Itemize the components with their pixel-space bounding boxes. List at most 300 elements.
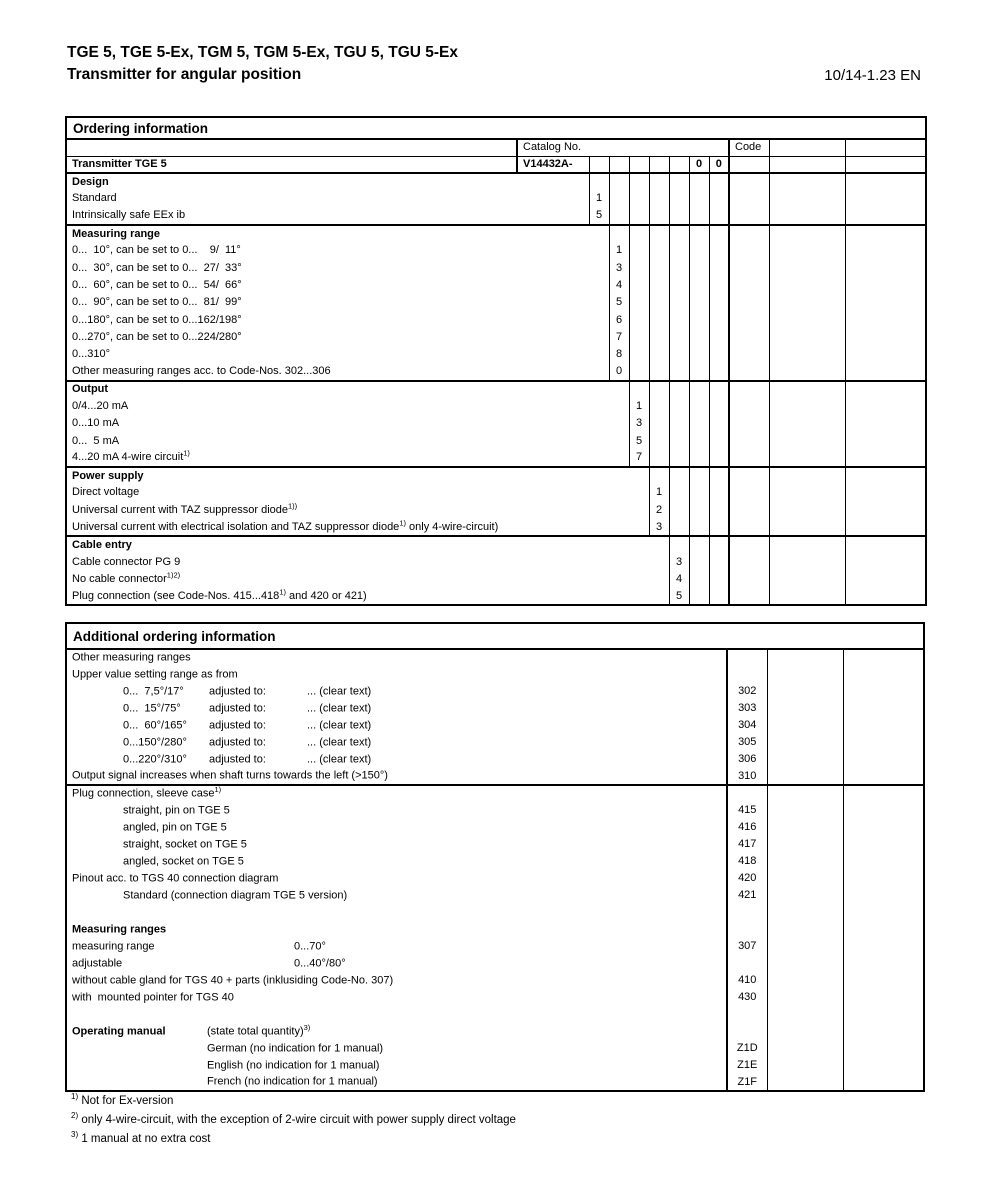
- digit-cell: [589, 156, 609, 173]
- digit-cell: 7: [629, 450, 649, 467]
- empty-cell: [769, 139, 845, 156]
- empty-cell: [767, 717, 843, 734]
- option-text: adjusted to:: [209, 753, 266, 765]
- code-cell: 421: [727, 887, 767, 904]
- option-text: 0... 15°/75°: [123, 702, 181, 714]
- digit-cell: [709, 502, 729, 519]
- table-row: [66, 1057, 924, 1074]
- empty-cell: [767, 1023, 843, 1040]
- empty-cell: [843, 989, 924, 1006]
- ordering-information-table: [65, 116, 927, 606]
- digit-cell: [649, 467, 669, 484]
- digit-cell: [689, 536, 709, 553]
- empty-cell: [769, 363, 845, 380]
- table-row: [66, 208, 926, 225]
- digit-cell: [669, 242, 689, 259]
- footnote-marker: 2): [71, 1110, 79, 1120]
- digit-cell: [629, 173, 649, 190]
- digit-cell: 8: [609, 346, 629, 363]
- empty-cell: [843, 734, 924, 751]
- option-label: [66, 717, 727, 734]
- option-text: 0... 7,5°/17°: [123, 685, 184, 697]
- digit-cell: 3: [629, 415, 649, 432]
- empty-cell: [843, 819, 924, 836]
- empty-cell: [845, 225, 926, 242]
- digit-cell: [709, 311, 729, 328]
- digit-cell: [669, 208, 689, 225]
- option-label: [66, 683, 727, 700]
- empty-cell: [843, 1074, 924, 1091]
- empty-cell: [769, 415, 845, 432]
- digit-cell: [709, 225, 729, 242]
- table-row: [66, 311, 926, 328]
- empty-cell: [769, 259, 845, 276]
- empty-cell: [843, 836, 924, 853]
- code-cell: 304: [727, 717, 767, 734]
- empty-cell: [769, 311, 845, 328]
- empty-cell: [845, 173, 926, 190]
- digit-cell: [649, 432, 669, 449]
- code-cell: 303: [727, 700, 767, 717]
- empty-cell: [845, 571, 926, 588]
- digit-cell: [709, 173, 729, 190]
- empty-cell: [843, 887, 924, 904]
- digit-cell: [669, 381, 689, 398]
- code-cell: [727, 649, 767, 666]
- digit-cell: [669, 502, 689, 519]
- option-label: [66, 1057, 727, 1074]
- empty-cell: [845, 156, 926, 173]
- code-cell: 306: [727, 751, 767, 768]
- table-row: [66, 190, 926, 207]
- digit-cell: [709, 259, 729, 276]
- digit-cell: [689, 173, 709, 190]
- empty-cell: [767, 938, 843, 955]
- code-cell: [727, 1023, 767, 1040]
- digit-cell: [689, 432, 709, 449]
- option-text: straight, socket on TGE 5: [123, 838, 247, 850]
- code-cell: [729, 156, 769, 173]
- code-cell: [729, 432, 769, 449]
- group-header-text: Measuring ranges: [72, 923, 167, 935]
- empty-cell: [845, 502, 926, 519]
- digit-cell: [709, 588, 729, 605]
- code-cell: [729, 467, 769, 484]
- empty-cell: [767, 1074, 843, 1091]
- digit-cell: [669, 432, 689, 449]
- digit-cell: 2: [649, 502, 669, 519]
- empty-cell: [769, 502, 845, 519]
- option-label: 0... 10°, can be set to 0... 9/ 11°: [72, 244, 241, 257]
- option-label: [66, 955, 727, 972]
- empty-cell: [845, 398, 926, 415]
- option-text: Standard (connection diagram TGE 5 version): [123, 889, 348, 901]
- table-row: [66, 156, 926, 173]
- empty-cell: [767, 1057, 843, 1074]
- empty-cell: [845, 294, 926, 311]
- code-cell: 417: [727, 836, 767, 853]
- option-label: 0...310°: [72, 348, 111, 361]
- digit-cell: [709, 519, 729, 536]
- code-cell: [729, 571, 769, 588]
- code-cell: 305: [727, 734, 767, 751]
- digit-cell: [689, 381, 709, 398]
- empty-cell: [769, 554, 845, 571]
- footnote-marker: 1): [71, 1092, 79, 1102]
- empty-cell: [767, 683, 843, 700]
- empty-cell: [843, 751, 924, 768]
- digit-cell: [589, 173, 609, 190]
- empty-cell: [843, 904, 924, 921]
- digit-cell: [709, 277, 729, 294]
- empty-cell: [769, 294, 845, 311]
- digit-cell: [669, 484, 689, 501]
- option-text: (state total quantity)$^{3)}$: [207, 1022, 311, 1037]
- option-text: adjusted to:: [209, 685, 266, 697]
- empty-cell: [767, 700, 843, 717]
- table-title: Additional ordering information: [66, 623, 924, 649]
- digit-cell: 3: [649, 519, 669, 536]
- digit-cell: [629, 363, 649, 380]
- empty-cell: [845, 277, 926, 294]
- digit-cell: [629, 381, 649, 398]
- empty-cell: [845, 450, 926, 467]
- code-cell: [729, 519, 769, 536]
- option-text: 0...150°/280°: [123, 736, 187, 748]
- digit-cell: [689, 208, 709, 225]
- option-text: English (no indication for 1 manual): [207, 1059, 380, 1071]
- option-text: Plug connection, sleeve case$^{1)}$: [72, 784, 222, 800]
- digit-cell: 7: [609, 329, 629, 346]
- table-row: [66, 955, 924, 972]
- code-cell: Z1E: [727, 1057, 767, 1074]
- code-cell: [729, 173, 769, 190]
- option-text: French (no indication for 1 manual): [207, 1075, 378, 1088]
- digit-cell: [689, 415, 709, 432]
- table-row: [66, 467, 926, 484]
- digit-cell: [709, 294, 729, 311]
- digit-cell: 3: [609, 259, 629, 276]
- digit-cell: [709, 381, 729, 398]
- code-cell: Z1F: [727, 1074, 767, 1091]
- digit-cell: 5: [629, 432, 649, 449]
- option-text: ... (clear text): [307, 685, 372, 697]
- empty-cell: [767, 887, 843, 904]
- digit-cell: [689, 225, 709, 242]
- table-row: [66, 225, 926, 242]
- digit-cell: [669, 156, 689, 173]
- option-label: 0... 30°, can be set to 0... 27/ 33°: [72, 261, 242, 274]
- option-text: without cable gland for TGS 40 + parts (inklusiding Code-No. 307): [72, 974, 394, 986]
- table-row: [66, 972, 924, 989]
- digit-cell: [689, 571, 709, 588]
- table-row: [66, 853, 924, 870]
- empty-cell: [843, 785, 924, 802]
- option-label: [66, 1006, 727, 1023]
- table-row: [66, 571, 926, 588]
- digit-cell: [669, 363, 689, 380]
- empty-cell: [767, 836, 843, 853]
- section-header: Cable entry: [72, 538, 132, 551]
- digit-cell: [669, 346, 689, 363]
- section-header: Design: [72, 175, 109, 188]
- option-label: Universal current with TAZ suppressor diode$^{1))}$: [72, 501, 298, 516]
- code-cell: [729, 363, 769, 380]
- code-cell: Z1D: [727, 1040, 767, 1057]
- digit-cell: 0: [609, 363, 629, 380]
- section-header: Power supply: [72, 469, 144, 482]
- empty-cell: [769, 329, 845, 346]
- digit-cell: [649, 208, 669, 225]
- digit-cell: [669, 277, 689, 294]
- option-label: [66, 785, 727, 802]
- code-cell: [729, 450, 769, 467]
- empty-cell: [843, 1057, 924, 1074]
- empty-cell: [767, 870, 843, 887]
- empty-cell: [845, 519, 926, 536]
- digit-cell: [709, 432, 729, 449]
- option-text: adjusted to:: [209, 702, 266, 714]
- option-label: Universal current with electrical isolation and TAZ suppressor diode$^{1)}$ only 4-wire-circuit): [66, 519, 649, 536]
- table-row: [66, 432, 926, 449]
- table-row: [66, 717, 924, 734]
- table-row: [66, 819, 924, 836]
- code-cell: [727, 1006, 767, 1023]
- empty-cell: [769, 156, 845, 173]
- code-cell: 302: [727, 683, 767, 700]
- empty-cell: [769, 225, 845, 242]
- code-cell: [729, 346, 769, 363]
- digit-cell: [689, 190, 709, 207]
- option-label: [66, 904, 727, 921]
- empty-cell: [769, 536, 845, 553]
- digit-cell: [709, 346, 729, 363]
- table-row: [66, 259, 926, 276]
- empty-cell: [845, 588, 926, 605]
- digit-cell: [629, 208, 649, 225]
- digit-cell: 5: [669, 588, 689, 605]
- empty-cell: [843, 717, 924, 734]
- empty-cell: [767, 853, 843, 870]
- code-cell: [729, 311, 769, 328]
- empty-cell: [843, 700, 924, 717]
- code-cell: 430: [727, 989, 767, 1006]
- empty-cell: [767, 955, 843, 972]
- digit-cell: 1: [649, 484, 669, 501]
- digit-cell: [629, 242, 649, 259]
- table-row: [66, 904, 924, 921]
- digit-cell: [709, 190, 729, 207]
- table-row: [66, 785, 924, 802]
- table-row: [66, 683, 924, 700]
- option-label: Intrinsically safe EEx ib: [66, 208, 589, 225]
- code-cell: [729, 554, 769, 571]
- code-cell: [729, 225, 769, 242]
- code-cell: [729, 329, 769, 346]
- digit-cell: [669, 450, 689, 467]
- empty-cell: [767, 734, 843, 751]
- empty-cell: [845, 208, 926, 225]
- digit-cell: [649, 381, 669, 398]
- digit-cell: [689, 519, 709, 536]
- digit-cell: [689, 329, 709, 346]
- empty-cell: [845, 259, 926, 276]
- option-text: German (no indication for 1 manual): [207, 1042, 384, 1054]
- digit-cell: [709, 329, 729, 346]
- empty-cell: [66, 139, 517, 156]
- option-label: 0...10 mA: [72, 417, 120, 430]
- empty-cell: [769, 346, 845, 363]
- empty-cell: [767, 904, 843, 921]
- digit-cell: [689, 277, 709, 294]
- footnote: [71, 1092, 516, 1111]
- code-cell: [727, 666, 767, 683]
- option-text: Output signal increases when shaft turns towards the left (>150°): [72, 769, 388, 782]
- digit-cell: [629, 259, 649, 276]
- empty-cell: [843, 955, 924, 972]
- digit-cell: [609, 208, 629, 225]
- option-label: 4...20 mA 4-wire circuit$^{1)}$: [66, 450, 629, 467]
- code-cell: [729, 259, 769, 276]
- empty-cell: [843, 853, 924, 870]
- empty-cell: [769, 190, 845, 207]
- digit-cell: [649, 173, 669, 190]
- digit-cell: [709, 242, 729, 259]
- digit-cell: [669, 467, 689, 484]
- code-cell: 416: [727, 819, 767, 836]
- digit-cell: 3: [669, 554, 689, 571]
- digit-cell: [669, 329, 689, 346]
- table-row: [66, 450, 926, 467]
- empty-cell: [769, 571, 845, 588]
- additional-ordering-information-table: [65, 622, 925, 1092]
- table-row: [66, 484, 926, 501]
- code-cell: 410: [727, 972, 767, 989]
- option-label: Direct voltage: [72, 486, 140, 499]
- code-cell: [729, 415, 769, 432]
- empty-cell: [769, 588, 845, 605]
- empty-cell: [845, 311, 926, 328]
- option-label: [66, 989, 727, 1006]
- option-label: 0... 90°, can be set to 0... 81/ 99°: [72, 296, 242, 309]
- empty-cell: [769, 173, 845, 190]
- table-row: [66, 887, 924, 904]
- option-label: [66, 700, 727, 717]
- digit-cell: [669, 173, 689, 190]
- footnote-text: Not for Ex-version: [81, 1095, 174, 1107]
- option-label: Standard: [72, 192, 117, 205]
- table-row: [66, 117, 926, 139]
- option-label: [66, 649, 727, 666]
- code-cell: [729, 242, 769, 259]
- option-text: 0... 60°/165°: [123, 719, 187, 731]
- empty-cell: [767, 921, 843, 938]
- table-row: [66, 1074, 924, 1091]
- digit-cell: [709, 208, 729, 225]
- digit-cell: [609, 173, 629, 190]
- digit-cell: [649, 242, 669, 259]
- option-label: [66, 1040, 727, 1057]
- option-label: [66, 1023, 727, 1040]
- digit-cell: [669, 536, 689, 553]
- empty-cell: [767, 1040, 843, 1057]
- group-header-text: Operating manual: [72, 1025, 166, 1037]
- option-text: adjustable: [72, 957, 123, 969]
- digit-cell: [629, 294, 649, 311]
- digit-cell: [689, 294, 709, 311]
- option-label: 0/4...20 mA: [72, 400, 129, 412]
- code-cell: [727, 921, 767, 938]
- empty-cell: [845, 346, 926, 363]
- option-label: [66, 751, 727, 768]
- code-cell: [729, 294, 769, 311]
- table-row: [66, 768, 924, 785]
- option-text: 0...220°/310°: [123, 753, 187, 765]
- digit-cell: [709, 554, 729, 571]
- code-cell: 310: [727, 768, 767, 785]
- section-header: Measuring range: [72, 227, 161, 240]
- product-label: Transmitter TGE 5: [66, 156, 517, 173]
- table-row: [66, 870, 924, 887]
- digit-cell: [649, 190, 669, 207]
- option-text: angled, socket on TGE 5: [123, 855, 244, 867]
- table-row: [66, 554, 926, 571]
- table-row: [66, 1023, 924, 1040]
- option-text: with mounted pointer for TGS 40: [72, 991, 234, 1003]
- code-cell: [729, 536, 769, 553]
- digit-cell: [689, 502, 709, 519]
- digit-cell: [669, 294, 689, 311]
- digit-cell: [649, 225, 669, 242]
- empty-cell: [845, 554, 926, 571]
- table-row: [66, 802, 924, 819]
- footnote-text: 1 manual at no extra cost: [81, 1132, 211, 1145]
- table-row: [66, 173, 926, 190]
- catalog-no-header: Catalog No.: [517, 139, 729, 156]
- empty-cell: [767, 751, 843, 768]
- empty-cell: [769, 467, 845, 484]
- empty-cell: [769, 484, 845, 501]
- code-cell: [727, 785, 767, 802]
- option-text: 0...40°/80°: [294, 957, 346, 969]
- digit-cell: [649, 277, 669, 294]
- digit-cell: [649, 329, 669, 346]
- digit-cell: [689, 398, 709, 415]
- digit-cell: [709, 398, 729, 415]
- table-row: [66, 536, 926, 553]
- empty-cell: [769, 242, 845, 259]
- digit-cell: [649, 363, 669, 380]
- option-label: Plug connection (see Code-Nos. 415...418$^{1)}$ and 420 or 421): [72, 587, 367, 602]
- digit-cell: [669, 259, 689, 276]
- code-cell: [729, 277, 769, 294]
- table-row: [66, 700, 924, 717]
- additional-ordering-table: [65, 622, 925, 1092]
- digit-cell: [649, 294, 669, 311]
- digit-cell: [689, 450, 709, 467]
- digit-cell: [629, 225, 649, 242]
- option-label: [66, 768, 727, 785]
- digit-cell: [669, 225, 689, 242]
- option-label: [66, 836, 727, 853]
- ordering-table: [65, 116, 927, 606]
- digit-cell: [689, 363, 709, 380]
- digit-cell: [609, 156, 629, 173]
- option-label: 0...270°, can be set to 0...224/280°: [72, 330, 242, 343]
- table-row: [66, 346, 926, 363]
- digit-cell: [669, 190, 689, 207]
- option-label: [66, 972, 727, 989]
